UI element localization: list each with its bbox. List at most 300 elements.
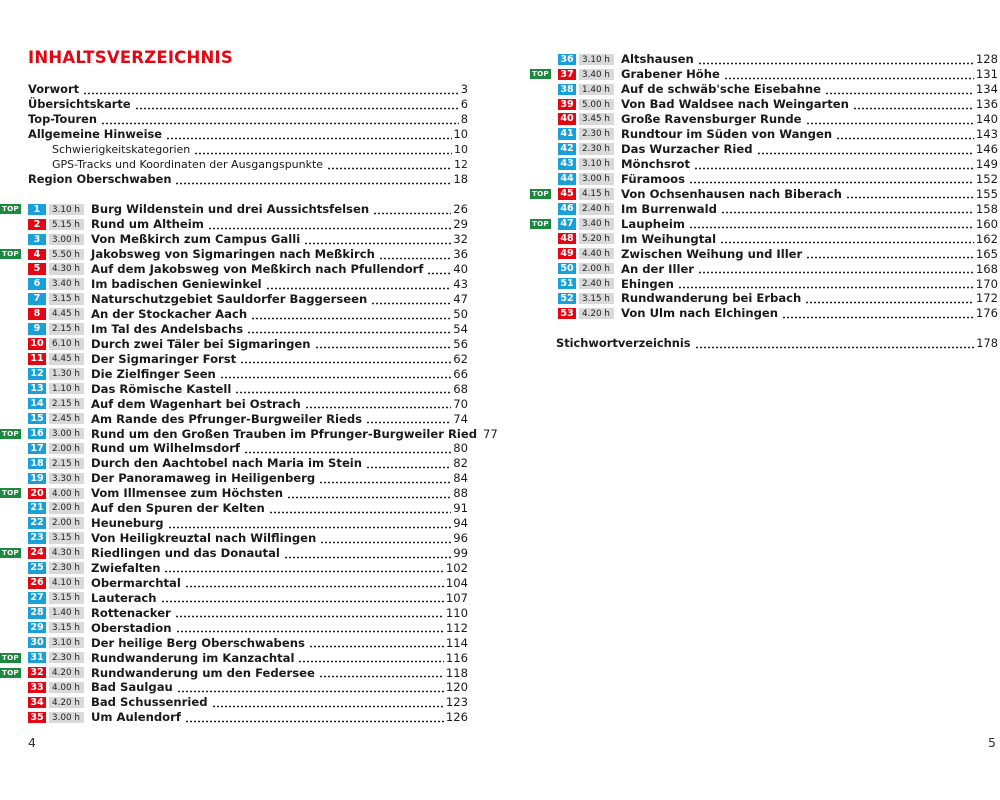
tour-name: Rundwanderung im Kanzachtal [91, 650, 295, 665]
tour-name: Die Zielfinger Seen [91, 366, 216, 381]
tour-entry[interactable] [0, 680, 468, 695]
tour-entry[interactable] [0, 620, 468, 635]
tour-entry[interactable] [0, 217, 468, 232]
tour-name: Rundtour im Süden von Wangen [621, 127, 833, 142]
leader-dots [825, 82, 974, 97]
tour-name: Durch zwei Täler bei Sigmaringen [91, 336, 311, 351]
tour-entry[interactable] [0, 605, 468, 620]
tour-name: Rund um Wilhelmsdorf [91, 441, 240, 456]
tour-number-badge: 39 [558, 99, 576, 111]
top-tour-badge: TOP [532, 188, 549, 198]
tour-name: Rund um Altheim [91, 217, 204, 232]
tour-name: Um Aulendorf [91, 710, 181, 725]
tour-page: 176 [975, 306, 998, 321]
leader-dots [164, 560, 443, 575]
tour-page: 118 [445, 665, 468, 680]
leader-dots [320, 531, 451, 546]
tour-page: 136 [975, 97, 998, 112]
tour-page: 54 [453, 321, 468, 336]
tour-page: 68 [453, 381, 468, 396]
tour-duration: 3.45 h [579, 113, 614, 125]
tour-entry[interactable] [0, 411, 468, 426]
tour-entry[interactable] [530, 201, 998, 216]
leader-dots [185, 710, 444, 725]
tour-name: Laupheim [621, 216, 685, 231]
tour-number-badge: 10 [28, 338, 46, 350]
tour-page: 77 [483, 426, 498, 441]
tour-duration: 2.15 h [49, 398, 84, 410]
tour-duration: 1.40 h [579, 84, 614, 96]
tour-number-badge: 40 [558, 113, 576, 125]
tour-number-badge: 34 [28, 697, 46, 709]
tour-duration: 4.20 h [49, 667, 84, 679]
tour-duration: 3.15 h [49, 293, 84, 305]
tour-name: Auf dem Jakobsweg von Meßkirch nach Pfullendorf [91, 262, 424, 277]
tour-duration: 3.40 h [579, 69, 614, 81]
tour-number-badge: 48 [558, 233, 576, 245]
tour-page: 128 [975, 52, 998, 67]
tour-name: Das Wurzacher Ried [621, 142, 753, 157]
tour-page: 131 [975, 67, 998, 82]
top-tour-badge: TOP [532, 218, 549, 228]
tour-name: Im Burrenwald [621, 201, 717, 216]
tour-name: Von Ochsenhausen nach Biberach [621, 186, 842, 201]
tour-entry[interactable] [530, 231, 998, 246]
entry-label: Übersichtskarte [28, 97, 131, 111]
leader-dots [194, 142, 452, 157]
tour-name: Zwischen Weihung und Iller [621, 246, 803, 261]
tour-duration: 3.15 h [49, 592, 84, 604]
tour-number-badge: 51 [558, 278, 576, 290]
tour-number-badge: 12 [28, 368, 46, 380]
tour-page: 123 [445, 695, 468, 710]
leader-dots [175, 605, 444, 620]
leader-dots [806, 246, 974, 261]
tour-page: 134 [975, 82, 998, 97]
tour-number-badge: 45 [558, 188, 576, 200]
tour-duration: 4.45 h [49, 353, 84, 365]
tour-number-badge: 46 [558, 203, 576, 215]
tour-duration: 2.15 h [49, 458, 84, 470]
tour-number-badge: 23 [28, 532, 46, 544]
toc-entry[interactable] [28, 172, 468, 187]
tour-entry[interactable] [0, 202, 468, 217]
tour-entry[interactable] [0, 471, 468, 486]
leader-dots [240, 351, 451, 366]
tour-name: Oberstadion [91, 620, 172, 635]
tour-duration: 3.40 h [49, 278, 84, 290]
right-page [500, 0, 1000, 800]
page-number-right: 5 [988, 735, 996, 750]
leader-dots [366, 411, 451, 426]
entry-label: Region Oberschwaben [28, 172, 172, 186]
leader-dots [298, 650, 443, 665]
tour-page: 26 [453, 202, 468, 217]
leader-dots [83, 82, 459, 97]
tour-name: Auf dem Wagenhart bei Ostrach [91, 396, 301, 411]
tour-number-badge: 30 [28, 637, 46, 649]
tour-entry[interactable] [530, 127, 998, 142]
leader-dots [185, 575, 444, 590]
tour-entry[interactable] [530, 276, 998, 291]
tour-number-badge: 5 [28, 263, 46, 275]
leader-dots [251, 307, 451, 322]
tour-entry[interactable] [0, 635, 468, 650]
tour-page: 146 [975, 142, 998, 157]
leader-dots [309, 635, 444, 650]
tour-duration: 2.00 h [49, 443, 84, 455]
tour-entry[interactable] [530, 216, 998, 231]
tour-duration: 4.00 h [49, 488, 84, 500]
tour-entry[interactable] [530, 172, 998, 187]
tour-page: 120 [445, 680, 468, 695]
leader-dots [806, 112, 974, 127]
tour-page: 88 [453, 486, 468, 501]
toc-entry[interactable] [28, 112, 468, 127]
top-slot [0, 429, 22, 439]
tour-name: Altshausen [621, 52, 694, 67]
tour-duration: 5.50 h [49, 249, 84, 261]
leader-dots [366, 456, 451, 471]
tour-entry[interactable] [0, 381, 468, 396]
tour-page: 152 [975, 171, 998, 186]
tour-duration: 4.15 h [579, 188, 614, 200]
leader-dots [177, 680, 444, 695]
tour-name: Lauterach [91, 590, 157, 605]
entry-page: 18 [453, 172, 468, 186]
tour-name: Auf den Spuren der Kelten [91, 501, 265, 516]
tour-number-badge: 18 [28, 458, 46, 470]
tour-page: 107 [445, 590, 468, 605]
tour-name: Bad Saulgau [91, 680, 173, 695]
leader-dots [101, 112, 459, 127]
tour-number-badge: 25 [28, 562, 46, 574]
tour-duration: 3.00 h [579, 173, 614, 185]
tour-name: Im badischen Geniewinkel [91, 277, 262, 292]
top-slot [530, 69, 552, 79]
leader-dots [247, 321, 451, 336]
tour-name: Von Ulm nach Elchingen [621, 306, 779, 321]
leader-dots [695, 336, 975, 351]
tour-entry[interactable] [530, 97, 998, 112]
tour-name: Von Meßkirch zum Campus Galli [91, 232, 301, 247]
tour-list-right [530, 52, 998, 321]
tour-number-badge: 21 [28, 502, 46, 514]
tour-number-badge: 42 [558, 143, 576, 155]
tour-entry[interactable] [0, 516, 468, 531]
tour-duration: 2.40 h [579, 203, 614, 215]
tour-name: Zwiefalten [91, 560, 161, 575]
tour-page: 80 [453, 441, 468, 456]
tour-entry[interactable] [530, 112, 998, 127]
tour-page: 70 [453, 396, 468, 411]
leader-dots [161, 590, 444, 605]
entry-page: 178 [976, 336, 998, 350]
leader-dots [846, 186, 974, 201]
top-tour-badge: TOP [2, 652, 19, 662]
tour-entry[interactable] [0, 441, 468, 456]
tour-number-badge: 4 [28, 249, 46, 261]
tour-name: Rottenacker [91, 605, 171, 620]
tour-name: Rundwanderung um den Federsee [91, 665, 315, 680]
tour-entry[interactable] [0, 650, 468, 665]
toc-entry-stichwortverzeichnis[interactable] [556, 336, 998, 351]
tour-duration: 6.10 h [49, 338, 84, 350]
leader-dots [689, 171, 974, 186]
leader-dots [327, 157, 452, 172]
front-matter-list [28, 82, 468, 187]
tour-number-badge: 22 [28, 517, 46, 529]
tour-entry[interactable] [0, 561, 468, 576]
entry-label: Top-Touren [28, 112, 97, 126]
tour-duration: 2.45 h [49, 413, 84, 425]
entry-page: 8 [460, 112, 468, 126]
tour-entry[interactable] [0, 366, 468, 381]
tour-duration: 2.15 h [49, 323, 84, 335]
entry-page: 12 [454, 158, 468, 171]
tour-duration: 3.00 h [49, 712, 84, 724]
top-tour-badge: TOP [2, 428, 19, 438]
tour-page: 143 [975, 127, 998, 142]
tour-number-badge: 29 [28, 622, 46, 634]
tour-number-badge: 53 [558, 308, 576, 320]
tour-duration: 5.15 h [49, 219, 84, 231]
tour-name: Der Sigmaringer Forst [91, 351, 237, 366]
tour-name: Bad Schussenried [91, 695, 208, 710]
tour-number-badge: 28 [28, 607, 46, 619]
tour-page: 165 [975, 246, 998, 261]
leader-dots [208, 217, 451, 232]
top-slot [0, 668, 22, 678]
leader-dots [315, 336, 452, 351]
tour-duration: 3.00 h [49, 428, 84, 440]
tour-duration: 2.30 h [49, 652, 84, 664]
top-slot [0, 653, 22, 663]
tour-number-badge: 36 [558, 54, 576, 66]
tour-name: Große Ravensburger Runde [621, 112, 802, 127]
tour-number-badge: 35 [28, 712, 46, 724]
tour-name: Im Tal des Andelsbachs [91, 321, 244, 336]
tour-page: 155 [975, 186, 998, 201]
leader-dots [269, 501, 452, 516]
tour-duration: 3.10 h [49, 637, 84, 649]
tour-entry[interactable] [530, 186, 998, 201]
entry-page: 3 [460, 82, 468, 96]
tour-duration: 2.40 h [579, 278, 614, 290]
tour-duration: 3.15 h [579, 293, 614, 305]
top-slot [530, 219, 552, 229]
tour-entry[interactable] [0, 456, 468, 471]
tour-entry[interactable] [530, 291, 998, 306]
tour-name: Im Weihungtal [621, 231, 717, 246]
tour-name: Jakobsweg von Sigmaringen nach Meßkirch [91, 247, 375, 262]
tour-page: 160 [975, 216, 998, 231]
tour-name: Das Römische Kastell [91, 381, 232, 396]
tour-entry[interactable] [0, 396, 468, 411]
tour-number-badge: 20 [28, 488, 46, 500]
tour-duration: 4.45 h [49, 308, 84, 320]
tour-duration: 5.00 h [579, 99, 614, 111]
tour-name: Naturschutzgebiet Sauldorfer Baggerseen [91, 292, 368, 307]
tour-name: An der Stockacher Aach [91, 307, 248, 322]
tour-page: 112 [445, 620, 468, 635]
tour-entry[interactable] [0, 426, 498, 441]
tour-number-badge: 15 [28, 413, 46, 425]
tour-entry[interactable] [0, 307, 468, 322]
tour-number-badge: 37 [558, 69, 576, 81]
tour-entry[interactable] [0, 575, 468, 590]
tour-entry[interactable] [530, 52, 998, 67]
tour-duration: 3.10 h [579, 158, 614, 170]
tour-page: 91 [453, 501, 468, 516]
tour-duration: 4.30 h [49, 263, 84, 275]
tour-number-badge: 33 [28, 682, 46, 694]
tour-duration: 3.40 h [579, 218, 614, 230]
tour-page: 36 [453, 247, 468, 262]
leader-dots [166, 127, 451, 142]
tour-duration: 4.20 h [49, 697, 84, 709]
tour-name: Auf de schwäb'sche Eisebahne [621, 82, 821, 97]
tour-duration: 1.10 h [49, 383, 84, 395]
tour-entry[interactable] [0, 665, 468, 680]
tour-duration: 3.00 h [49, 234, 84, 246]
tour-entry[interactable] [0, 710, 468, 725]
tour-page: 140 [975, 112, 998, 127]
leader-dots [304, 232, 451, 247]
leader-dots [782, 306, 974, 321]
tour-name: Von Heiligkreuztal nach Wilflingen [91, 531, 317, 546]
tour-entry[interactable] [0, 322, 468, 337]
tour-page: 126 [445, 710, 468, 725]
tour-number-badge: 14 [28, 398, 46, 410]
tour-entry[interactable] [0, 501, 468, 516]
tour-page: 62 [453, 351, 468, 366]
tour-page: 96 [453, 531, 468, 546]
tour-page: 170 [975, 276, 998, 291]
tour-entry[interactable] [530, 261, 998, 276]
leader-dots [853, 97, 974, 112]
tour-duration: 4.20 h [579, 308, 614, 320]
tour-number-badge: 16 [28, 428, 46, 440]
tour-entry[interactable] [530, 82, 998, 97]
tour-page: 56 [453, 336, 468, 351]
tour-duration: 2.00 h [49, 502, 84, 514]
tour-entry[interactable] [0, 247, 468, 262]
tour-number-badge: 27 [28, 592, 46, 604]
tour-page: 110 [445, 605, 468, 620]
tour-entry[interactable] [0, 262, 468, 277]
toc-entry[interactable] [28, 127, 468, 142]
tour-number-badge: 17 [28, 443, 46, 455]
leader-dots [319, 471, 451, 486]
tour-entry[interactable] [0, 546, 468, 561]
tour-page: 172 [975, 291, 998, 306]
leader-dots [379, 247, 451, 262]
tour-entry[interactable] [0, 336, 468, 351]
tour-page: 74 [453, 411, 468, 426]
leader-dots [168, 516, 452, 531]
tour-number-badge: 32 [28, 667, 46, 679]
tour-duration: 2.30 h [579, 143, 614, 155]
toc-entry[interactable] [28, 82, 468, 97]
tour-entry[interactable] [530, 306, 998, 321]
tour-number-badge: 52 [558, 293, 576, 305]
tour-number-badge: 47 [558, 218, 576, 230]
tour-entry[interactable] [0, 531, 468, 546]
tour-number-badge: 24 [28, 547, 46, 559]
tour-entry[interactable] [0, 486, 468, 501]
leader-dots [427, 262, 451, 277]
tour-name: Obermarchtal [91, 575, 181, 590]
tour-number-badge: 19 [28, 473, 46, 485]
tour-entry[interactable] [0, 292, 468, 307]
tour-number-badge: 44 [558, 173, 576, 185]
entry-page: 10 [453, 127, 468, 141]
tour-duration: 2.30 h [49, 562, 84, 574]
top-tour-badge: TOP [2, 667, 19, 677]
toc-entry[interactable] [28, 142, 468, 157]
tour-entry[interactable] [530, 67, 998, 82]
tour-entry[interactable] [0, 232, 468, 247]
leader-dots [287, 486, 451, 501]
top-tour-badge: TOP [2, 204, 19, 214]
tour-page: 149 [975, 157, 998, 172]
tour-duration: 3.15 h [49, 622, 84, 634]
tour-page: 94 [453, 516, 468, 531]
top-slot [530, 189, 552, 199]
tour-page: 102 [445, 560, 468, 575]
tour-number-badge: 50 [558, 263, 576, 275]
page-number-left: 4 [28, 735, 36, 750]
tour-name: Mönchsrot [621, 157, 691, 172]
leader-dots [698, 261, 974, 276]
tour-duration: 3.10 h [49, 204, 84, 216]
tour-entry[interactable] [0, 695, 468, 710]
tour-entry[interactable] [0, 277, 468, 292]
leader-dots [212, 695, 444, 710]
leader-dots [805, 291, 974, 306]
toc-entry[interactable] [28, 157, 468, 172]
tour-entry[interactable] [530, 157, 998, 172]
top-tour-badge: TOP [2, 488, 19, 498]
tour-page: 82 [453, 456, 468, 471]
tour-entry[interactable] [0, 590, 468, 605]
leader-dots [284, 546, 451, 561]
page-title: INHALTSVERZEICHNIS [28, 48, 233, 67]
tour-duration: 1.30 h [49, 368, 84, 380]
leader-dots [836, 127, 974, 142]
tour-entry[interactable] [0, 351, 468, 366]
tour-number-badge: 8 [28, 308, 46, 320]
leader-dots [319, 665, 444, 680]
tour-number-badge: 2 [28, 219, 46, 231]
leader-dots [244, 441, 451, 456]
leader-dots [757, 142, 974, 157]
tour-number-badge: 26 [28, 577, 46, 589]
toc-entry[interactable] [28, 97, 468, 112]
entry-page: 10 [454, 143, 468, 156]
entry-page: 6 [460, 97, 468, 111]
tour-entry[interactable] [530, 142, 998, 157]
tour-page: 162 [975, 231, 998, 246]
tour-entry[interactable] [530, 246, 998, 261]
tour-page: 32 [453, 232, 468, 247]
tour-number-badge: 1 [28, 204, 46, 216]
leader-dots [689, 216, 974, 231]
tour-number-badge: 7 [28, 293, 46, 305]
tour-number-badge: 6 [28, 278, 46, 290]
tour-name: Rundwanderung bei Erbach [621, 291, 802, 306]
